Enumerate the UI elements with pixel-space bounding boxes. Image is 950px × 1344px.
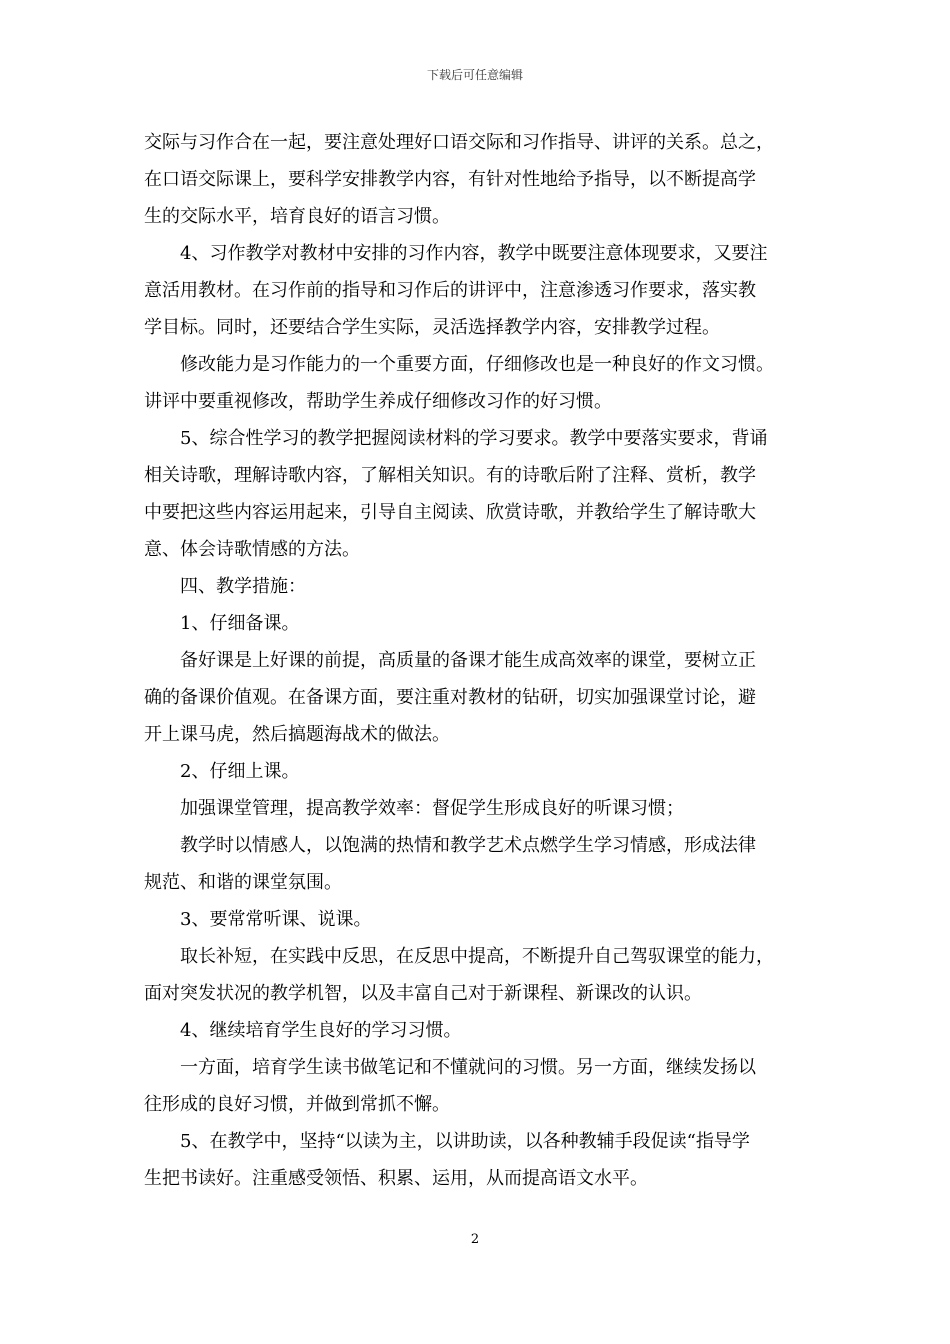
text-line: 1、仔细备课。: [180, 613, 300, 634]
text-line: 5、综合性学习的教学把握阅读材料的学习要求。教学中要落实要求，背诵: [180, 428, 768, 449]
paragraph: [144, 350, 822, 417]
text-line: 讲评中要重视修改，帮助学生养成仔细修改习作的好习惯。: [144, 391, 612, 412]
text-line: 学目标。同时，还要结合学生实际，灵活选择教学内容，安排教学过程。: [144, 317, 720, 338]
text-line: 备好课是上好课的前提，高质量的备课才能生成高效率的课堂，要树立正: [180, 650, 756, 671]
text-line: 面对突发状况的教学机智，以及丰富自己对于新课程、新课改的认识。: [144, 983, 702, 1004]
text-line: 生把书读好。注重感受领悟、积累、运用，从而提高语文水平。: [144, 1168, 648, 1189]
text-line: 意、体会诗歌情感的方法。: [144, 539, 360, 560]
paragraph: [144, 794, 822, 824]
paragraph: [144, 424, 822, 565]
paragraph: [144, 1053, 822, 1120]
text-line: 规范、和谐的课堂氛围。: [144, 872, 342, 893]
paragraph: [144, 609, 822, 639]
text-line: 加强课堂管理，提高教学效率：督促学生形成良好的听课习惯；: [180, 798, 684, 819]
text-line: 修改能力是习作能力的一个重要方面，仔细修改也是一种良好的作文习惯。: [180, 354, 774, 375]
page-number: 2: [470, 1232, 480, 1247]
text-line: 中要把这些内容运用起来，引导自主阅读、欣赏诗歌，并教给学生了解诗歌大: [144, 502, 756, 523]
paragraph: [144, 128, 822, 232]
text-line: 往形成的良好习惯，并做到常抓不懈。: [144, 1094, 450, 1115]
paragraph: [144, 757, 822, 787]
paragraph: [144, 239, 822, 343]
text-line: 确的备课价值观。在备课方面，要注重对教材的钻研，切实加强课堂讨论，避: [144, 687, 756, 708]
paragraph: [144, 905, 822, 935]
text-line: 在口语交际课上，要科学安排教学内容，有针对性地给予指导，以不断提高学: [144, 169, 756, 190]
paragraph: [144, 646, 822, 750]
paragraph: [144, 1016, 822, 1046]
paragraph: [144, 831, 822, 898]
page-header: 下载后可任意编辑: [426, 68, 523, 82]
text-line: 教学时以情感人，以饱满的热情和教学艺术点燃学生学习情感，形成法律: [180, 835, 756, 856]
text-line: 相关诗歌，理解诗歌内容，了解相关知识。有的诗歌后附了注释、赏析，教学: [144, 465, 756, 486]
text-line: 2、仔细上课。: [180, 761, 300, 782]
text-line: 意活用教材。在习作前的指导和习作后的讲评中，注意渗透习作要求，落实教: [144, 280, 756, 301]
text-line: 5、在教学中，坚持“以读为主，以讲助读，以各种教辅手段促读“指导学: [180, 1131, 750, 1152]
paragraph: [144, 572, 822, 602]
text-line: 交际与习作合在一起，要注意处理好口语交际和习作指导、讲评的关系。总之，: [144, 132, 774, 153]
text-line: 3、要常常听课、说课。: [180, 909, 372, 930]
text-line: 4、习作教学对教材中安排的习作内容，教学中既要注意体现要求，又要注: [180, 243, 768, 264]
document-body: [144, 128, 822, 1201]
text-line: 开上课马虎，然后搞题海战术的做法。: [144, 724, 450, 745]
text-line: 取长补短，在实践中反思，在反思中提高，不断提升自己驾驭课堂的能力，: [180, 946, 774, 967]
paragraph: [144, 1127, 822, 1194]
text-line: 四、教学措施：: [180, 576, 306, 597]
text-line: 一方面，培育学生读书做笔记和不懂就问的习惯。另一方面，继续发扬以: [180, 1057, 756, 1078]
text-line: 4、继续培育学生良好的学习习惯。: [180, 1020, 462, 1041]
text-line: 生的交际水平，培育良好的语言习惯。: [144, 206, 450, 227]
paragraph: [144, 942, 822, 1009]
